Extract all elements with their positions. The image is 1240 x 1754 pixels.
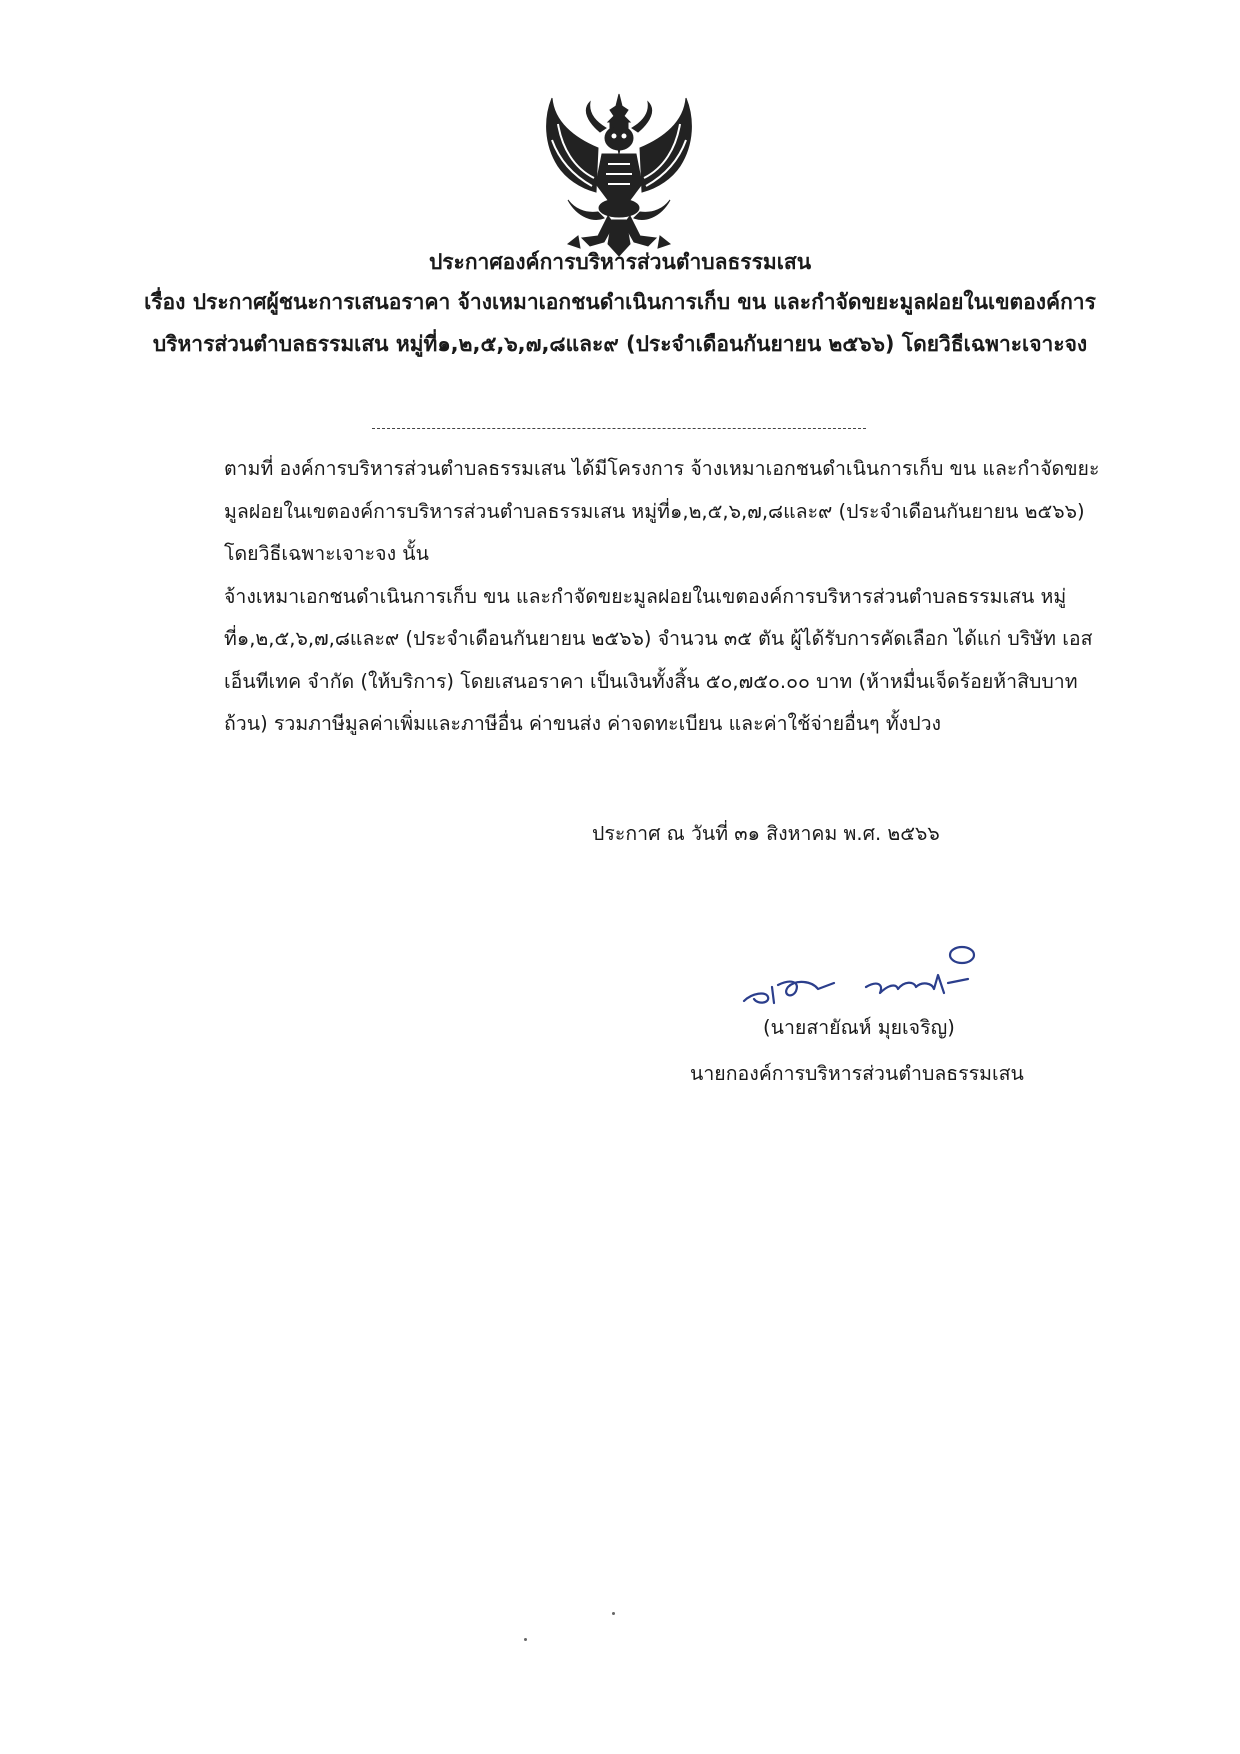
subject-line-2: บริหารส่วนตำบลธรรมเสน หมู่ที่๑,๒,๕,๖,๗,๘และ๙ (ประจำเดือนกันยายน ๒๕๖๖) โดยวิธีเฉพาะเจาะจง xyxy=(152,332,1088,356)
body-text xyxy=(132,448,1108,746)
subject-line-1: เรื่อง ประกาศผู้ชนะการเสนอราคา จ้างเหมาเอกชนดำเนินการเก็บ ขน และกำจัดขยะมูลฝอยในเขตองค์การ xyxy=(144,290,1096,314)
scan-speck xyxy=(612,1612,615,1615)
scan-speck xyxy=(524,1638,527,1641)
announcement-date: ประกาศ ณ วันที่ ๓๑ สิงหาคม พ.ศ. ๒๕๖๖ xyxy=(592,822,940,845)
paragraph-2: จ้างเหมาเอกชนดำเนินการเก็บ ขน และกำจัดขยะมูลฝอยในเขตองค์การบริหารส่วนตำบลธรรมเสน หมู่ที่๑,๒,๕,๖,๗,๘และ๙ (ประจำเดือนกันยายน ๒๕๖๖) จำนวน ๓๕ ตัน ผู้ได้รับการคัดเลือก ได้แก่ บริษัท เอสเอ็นทีเทค จำกัด (ให้บริการ) โดยเสนอราคา เป็นเงินทั้งสิ้น ๕๐,๗๕๐.๐๐ บาท (ห้าหมื่นเจ็ดร้อยห้าสิบบาทถ้วน) รวมภาษีมูลค่าเพิ่มและภาษีอื่น ค่าขนส่ง ค่าจดทะเบียน และค่าใช้จ่ายอื่นๆ ทั้งปวง xyxy=(224,584,1093,735)
separator-line xyxy=(372,428,866,429)
organization-heading: ประกาศองค์การบริหารส่วนตำบลธรรมเสน xyxy=(428,250,812,274)
signature-icon xyxy=(738,935,1002,1015)
paragraph-1: ตามที่ องค์การบริหารส่วนตำบลธรรมเสน ได้มีโครงการ จ้างเหมาเอกชนดำเนินการเก็บ ขน และกำจัดขยะมูลฝอยในเขตองค์การบริหารส่วนตำบลธรรมเสน หมู่ที่๑,๒,๕,๖,๗,๘และ๙ (ประจำเดือนกันยายน ๒๕๖๖) โดยวิธีเฉพาะเจาะจง นั้น xyxy=(224,457,1100,565)
signatory-position: นายกองค์การบริหารส่วนตำบลธรรมเสน xyxy=(690,1062,1024,1085)
signatory-name: (นายสายัณห์ มุยเจริญ) xyxy=(763,1016,955,1039)
garuda-emblem-icon xyxy=(538,88,700,260)
